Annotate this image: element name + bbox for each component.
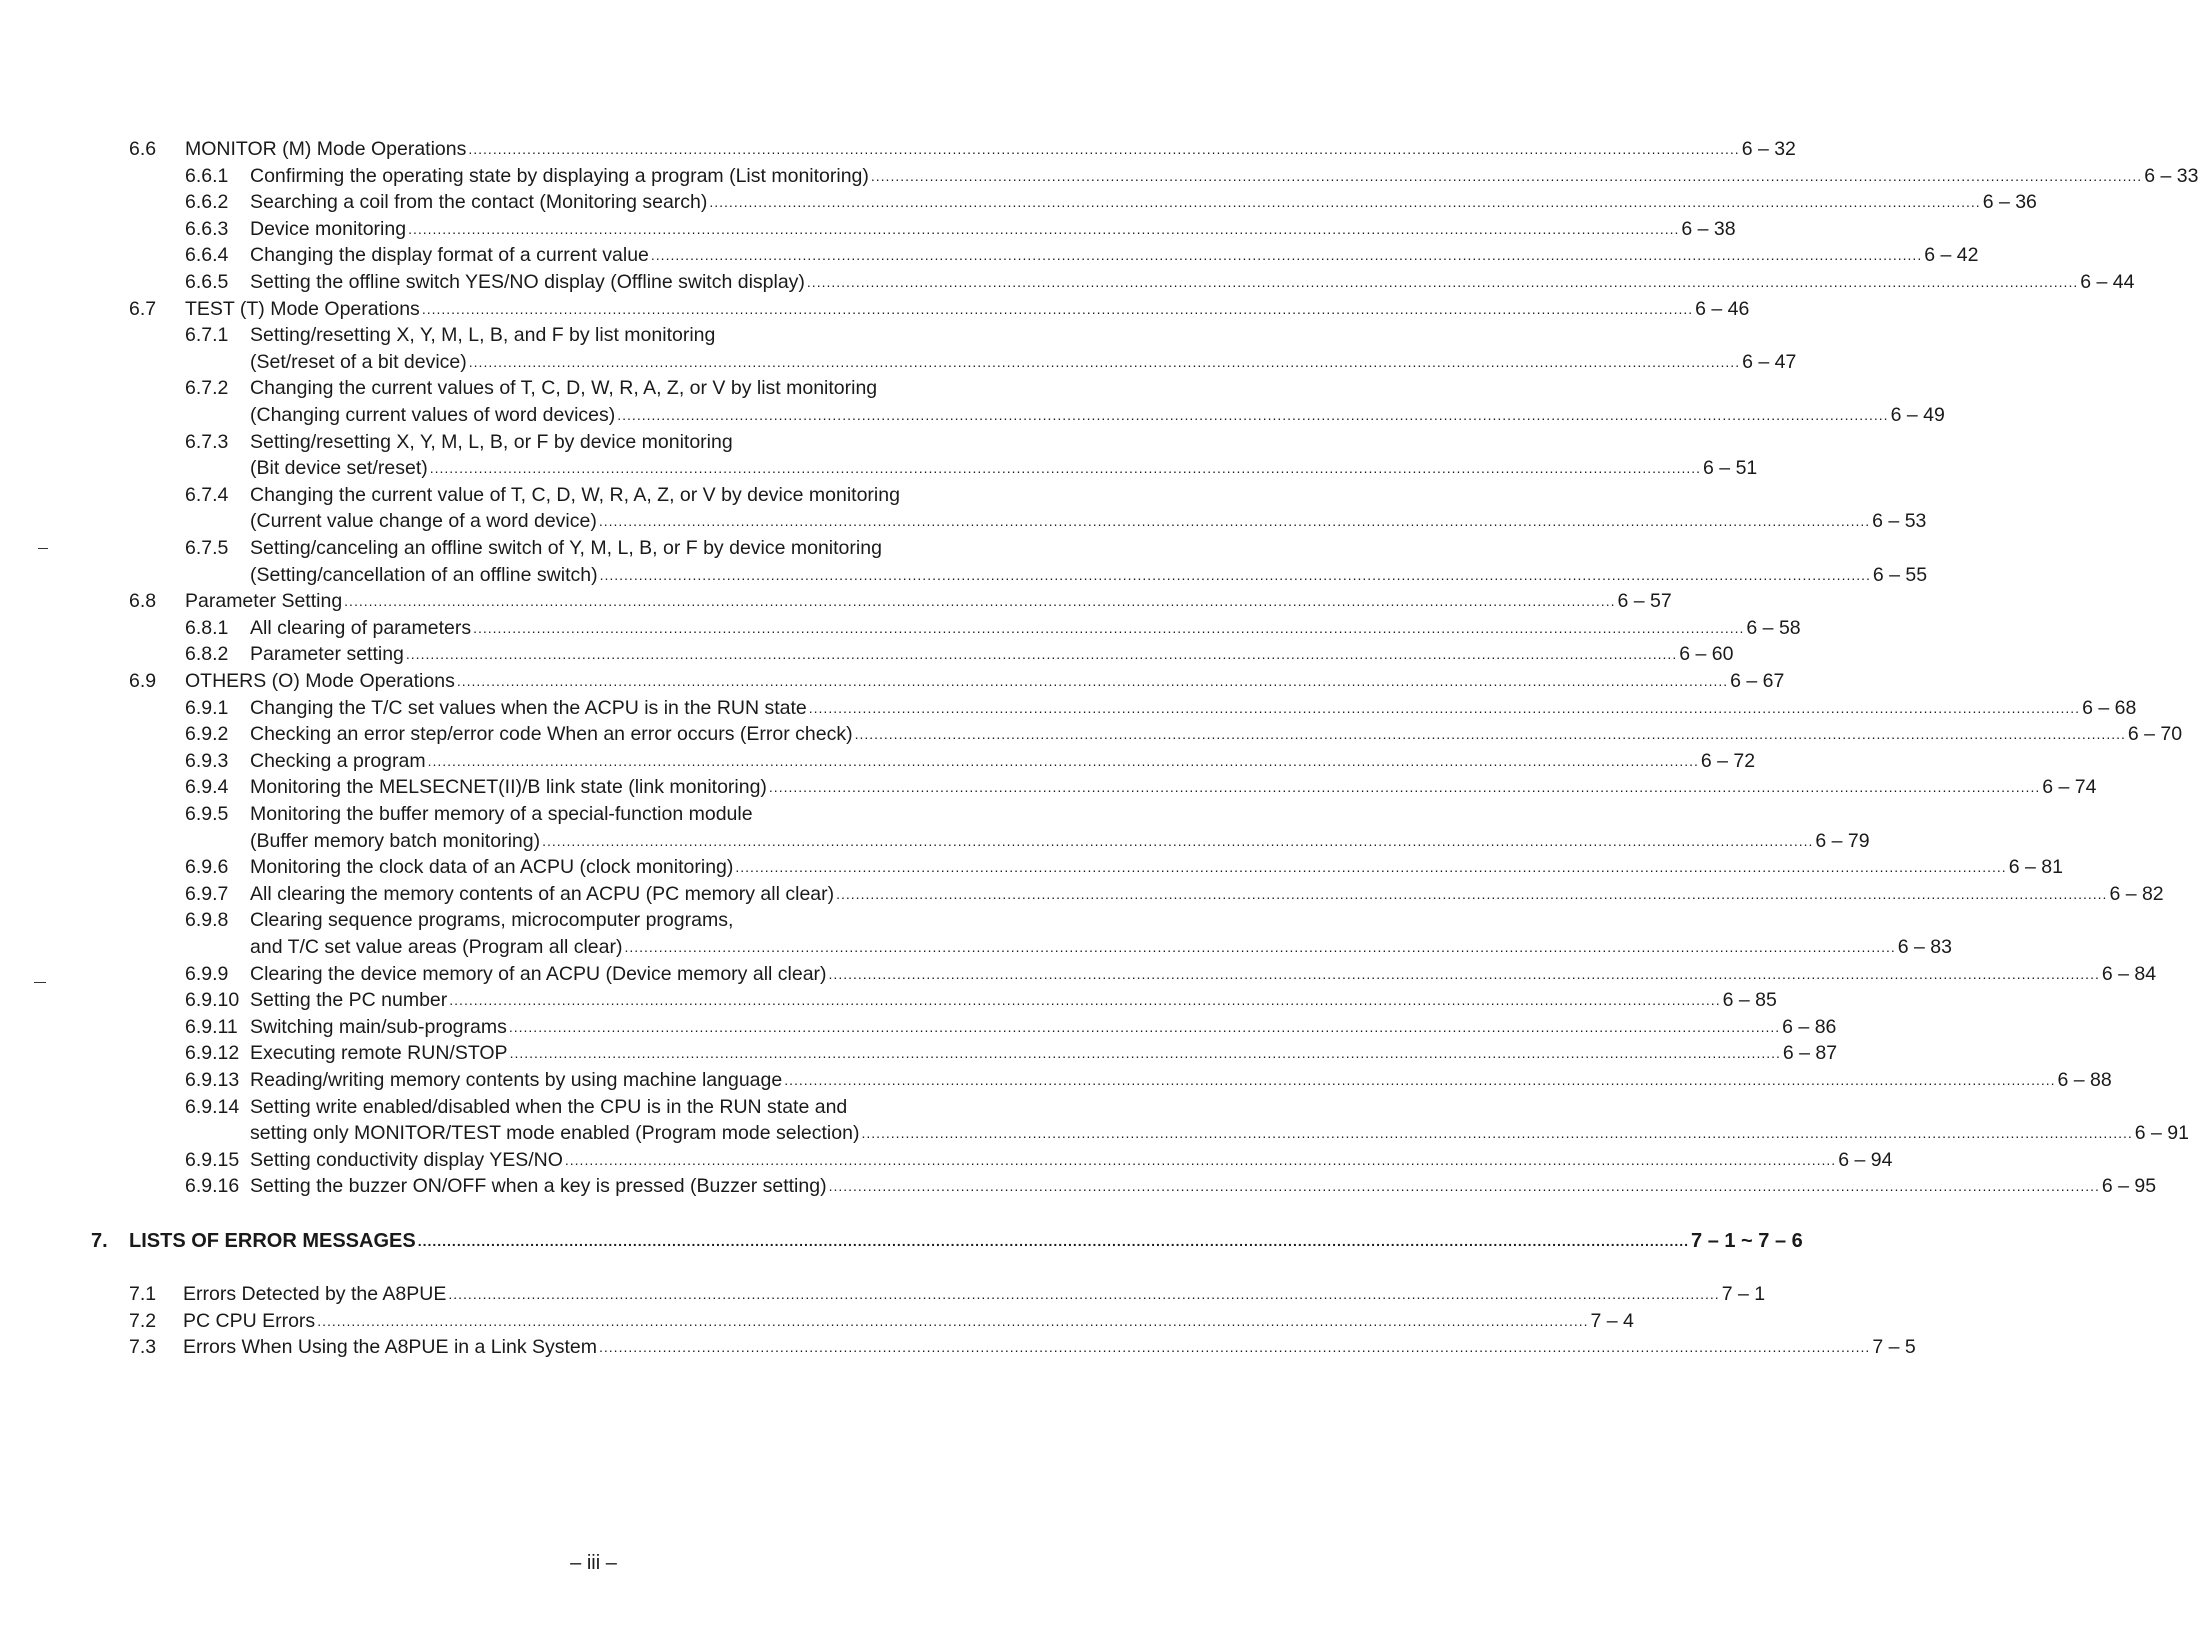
dot-leader: .................................................................................................................................................................................................................................................................... bbox=[808, 699, 2081, 716]
toc-entry-label: (Current value change of a word device) bbox=[250, 510, 597, 533]
toc-entry-label: Setting the offline switch YES/NO display (Offline switch display) bbox=[250, 271, 805, 293]
toc-entry-label: Monitoring the buffer memory of a special-function module bbox=[250, 803, 753, 825]
toc-entry-title bbox=[250, 1119, 2189, 1147]
toc-entry-title bbox=[250, 454, 1758, 482]
dot-leader: .................................................................................................................................................................................................................................................................... bbox=[405, 646, 1678, 663]
toc-entry-number: 6.8.1 bbox=[185, 616, 229, 639]
toc-entry bbox=[0, 215, 1736, 243]
toc-entry-title bbox=[250, 348, 1797, 376]
toc-entry-page: 6 – 72 bbox=[1700, 749, 1756, 772]
toc-entry bbox=[0, 694, 2137, 722]
scan-speck bbox=[34, 982, 46, 983]
toc-entry-number: 6.7.3 bbox=[185, 430, 229, 453]
toc-entry-page: 6 – 44 bbox=[2080, 271, 2135, 293]
toc-entry-number: 6.9.4 bbox=[185, 776, 229, 799]
toc-entry bbox=[0, 1119, 2189, 1147]
toc-entry-page: 6 – 68 bbox=[2082, 696, 2137, 719]
toc-entry-title bbox=[185, 667, 1785, 695]
toc-entry-number: 6.6.1 bbox=[185, 164, 229, 187]
chapter-page: 7 – 1 ~ 7 – 6 bbox=[1691, 1230, 1803, 1252]
toc-entry-title bbox=[250, 880, 2164, 908]
toc-entry-page: 6 – 42 bbox=[1924, 244, 1979, 267]
toc-entry bbox=[0, 1146, 1893, 1174]
toc-entry-number: 6.9.10 bbox=[185, 989, 240, 1012]
toc-entry bbox=[0, 986, 1777, 1014]
toc-entry bbox=[0, 667, 1785, 695]
toc-entry-label: Changing the current values of T, C, D, W, R, A, Z, or V by list monitoring bbox=[250, 377, 878, 400]
toc-entry-title bbox=[185, 295, 1750, 323]
toc-entry-number: 6.7.1 bbox=[185, 324, 229, 347]
toc-entry bbox=[0, 1013, 1837, 1041]
toc-entry-number: 7.2 bbox=[129, 1309, 157, 1332]
toc-entry-label: Errors Detected by the A8PUE bbox=[183, 1283, 447, 1305]
toc-entry-number: 6.6.3 bbox=[185, 217, 229, 240]
toc-entry-title bbox=[250, 321, 1016, 349]
dot-leader: .................................................................................................................................................................................................................................................................... bbox=[709, 194, 1981, 211]
toc-entry bbox=[0, 827, 1870, 855]
toc-entry-label: MONITOR (M) Mode Operations bbox=[185, 138, 467, 160]
toc-entry-label: Checking a program bbox=[250, 749, 426, 772]
toc-entry-label: setting only MONITOR/TEST mode enabled (Program mode selection) bbox=[250, 1122, 860, 1145]
toc-entry-label: Monitoring the MELSECNET(II)/B link state (link monitoring) bbox=[250, 776, 767, 799]
dot-leader: .................................................................................................................................................................................................................................................................... bbox=[417, 1233, 1690, 1249]
dot-leader: .................................................................................................................................................................................................................................................................... bbox=[542, 832, 1814, 849]
dot-leader: .................................................................................................................................................................................................................................................................... bbox=[508, 1018, 1781, 1035]
toc-entry-title bbox=[250, 428, 1016, 456]
toc-entry-label: Setting conductivity display YES/NO bbox=[250, 1148, 563, 1171]
dot-leader: .................................................................................................................................................................................................................................................................... bbox=[768, 779, 2041, 796]
toc-entry-number: 7.1 bbox=[129, 1283, 157, 1305]
toc-entry-number: 6.8 bbox=[129, 590, 157, 613]
toc-entry-label: Reading/writing memory contents by using machine language bbox=[250, 1069, 783, 1091]
dot-leader: .................................................................................................................................................................................................................................................................... bbox=[784, 1072, 2056, 1088]
toc-entry-label: Clearing sequence programs, microcomputer programs, bbox=[250, 909, 734, 932]
toc-entry-label: and T/C set value areas (Program all clear) bbox=[250, 936, 623, 958]
dot-leader: .................................................................................................................................................................................................................................................................... bbox=[468, 141, 1740, 157]
toc-entry-title bbox=[250, 1146, 1893, 1174]
toc-entry-label: (Buffer memory batch monitoring) bbox=[250, 829, 541, 852]
toc-entry-title bbox=[185, 587, 1672, 615]
toc-entry-page: 6 – 91 bbox=[2134, 1122, 2189, 1145]
toc-entry-title bbox=[250, 773, 2097, 801]
dot-leader: .................................................................................................................................................................................................................................................................... bbox=[854, 726, 2126, 743]
dot-leader: .................................................................................................................................................................................................................................................................... bbox=[448, 1286, 1720, 1302]
toc-entry-number: 6.9.16 bbox=[185, 1175, 240, 1198]
toc-entry bbox=[0, 454, 1758, 482]
toc-entry-number: 7.3 bbox=[129, 1336, 157, 1359]
toc-entry-page: 6 – 58 bbox=[1746, 616, 1801, 639]
toc-entry-number: 6.9.5 bbox=[185, 803, 229, 825]
toc-entry-title bbox=[250, 906, 1016, 934]
toc-entry-label: Changing the T/C set values when the ACPU is in the RUN state bbox=[250, 696, 807, 719]
toc-entry-label: Monitoring the clock data of an ACPU (clock monitoring) bbox=[250, 856, 734, 879]
toc-entry-label: Switching main/sub-programs bbox=[250, 1015, 507, 1038]
dot-leader: .................................................................................................................................................................................................................................................................... bbox=[828, 965, 2100, 982]
toc-entry-page: 6 – 60 bbox=[1679, 643, 1734, 666]
toc-entry-title bbox=[250, 162, 2198, 190]
toc-entry-title bbox=[250, 215, 1736, 243]
dot-leader: .................................................................................................................................................................................................................................................................... bbox=[828, 1178, 2100, 1195]
toc-entry bbox=[0, 295, 1750, 323]
toc-entry-title bbox=[250, 1172, 2157, 1200]
toc-entry bbox=[0, 507, 1927, 535]
toc-entry bbox=[0, 587, 1672, 615]
scan-speck bbox=[38, 548, 48, 549]
toc-entry-page: 6 – 33 bbox=[2144, 164, 2198, 187]
toc-entry-number: 6.9.11 bbox=[185, 1015, 238, 1038]
chapter-title bbox=[129, 1227, 1803, 1255]
toc-entry-label: All clearing the memory contents of an ACPU (PC memory all clear) bbox=[250, 882, 835, 905]
toc-entry-number: 6.7 bbox=[129, 297, 157, 320]
toc-entry bbox=[0, 614, 1801, 642]
dot-leader: .................................................................................................................................................................................................................................................................... bbox=[599, 566, 1871, 583]
toc-entry-label: Parameter Setting bbox=[185, 590, 343, 613]
toc-entry-label: Setting write enabled/disabled when the CPU is in the RUN state and bbox=[250, 1095, 848, 1118]
toc-entry-label: (Bit device set/reset) bbox=[250, 457, 428, 480]
dot-leader: .................................................................................................................................................................................................................................................................... bbox=[861, 1125, 2133, 1142]
chapter-heading bbox=[0, 1227, 1803, 1255]
toc-entry-label: Changing the current value of T, C, D, W, R, A, Z, or V by device monitoring bbox=[250, 483, 900, 506]
toc-entry-number: 6.9.8 bbox=[185, 909, 229, 932]
toc-entry bbox=[0, 268, 2135, 296]
toc-entry-number: 6.9.15 bbox=[185, 1148, 240, 1171]
toc-entry-number: 6.9.12 bbox=[185, 1042, 240, 1065]
toc-entry-page: 6 – 81 bbox=[2008, 856, 2063, 879]
toc-entry-title bbox=[250, 720, 2183, 748]
toc-entry-number: 6.7.2 bbox=[185, 377, 229, 400]
toc-entry-number: 6.9.14 bbox=[185, 1095, 240, 1118]
toc-entry-title bbox=[250, 960, 2157, 988]
toc-entry bbox=[0, 135, 1796, 163]
toc-entry bbox=[0, 162, 2198, 190]
toc-entry bbox=[0, 321, 1016, 349]
toc-entry-page: 6 – 70 bbox=[2127, 723, 2183, 746]
toc-entry-page: 6 – 82 bbox=[2109, 882, 2164, 905]
toc-entry bbox=[0, 1093, 1016, 1121]
toc-entry-label: Setting/canceling an offline switch of Y, M, L, B, or F by device monitoring bbox=[250, 537, 882, 559]
toc-entry-title bbox=[250, 481, 1016, 509]
toc-entry-label: (Changing current values of word devices) bbox=[250, 404, 616, 426]
toc-entry-label: Executing remote RUN/STOP bbox=[250, 1042, 508, 1065]
toc-entry bbox=[0, 800, 1016, 828]
chapter-label: LISTS OF ERROR MESSAGES bbox=[129, 1230, 416, 1252]
toc-entry-number: 6.6.2 bbox=[185, 191, 229, 214]
toc-entry-title bbox=[250, 986, 1777, 1014]
toc-entry-number: 6.7.5 bbox=[185, 537, 229, 559]
toc-entry-label: Setting/resetting X, Y, M, L, B, and F by list monitoring bbox=[250, 324, 716, 347]
toc-entry-page: 6 – 79 bbox=[1815, 829, 1870, 852]
toc-entry-page: 7 – 4 bbox=[1590, 1309, 1634, 1332]
toc-entry bbox=[0, 428, 1016, 456]
toc-entry-title bbox=[250, 1039, 1838, 1067]
dot-leader: .................................................................................................................................................................................................................................................................... bbox=[468, 353, 1741, 370]
toc-entry-number: 6.6.5 bbox=[185, 271, 229, 293]
dot-leader: .................................................................................................................................................................................................................................................................... bbox=[650, 247, 1923, 264]
dot-leader: .................................................................................................................................................................................................................................................................... bbox=[599, 1339, 1871, 1356]
toc-entry-page: 6 – 51 bbox=[1703, 457, 1758, 480]
toc-entry-title bbox=[250, 933, 1952, 961]
toc-entry-label: Parameter setting bbox=[250, 643, 404, 666]
toc-entry-number: 6.9.13 bbox=[185, 1069, 240, 1091]
toc-entry-title bbox=[250, 747, 1756, 775]
toc-entry bbox=[0, 640, 1734, 668]
toc-entry-label: Setting/resetting X, Y, M, L, B, or F by device monitoring bbox=[250, 430, 733, 453]
toc-entry-title bbox=[250, 401, 1945, 429]
toc-entry bbox=[0, 1039, 1838, 1067]
dot-leader: .................................................................................................................................................................................................................................................................... bbox=[473, 619, 1745, 636]
toc-entry-title bbox=[183, 1307, 1634, 1335]
toc-entry-title bbox=[250, 188, 2037, 216]
toc-entry-label: (Setting/cancellation of an offline switch) bbox=[250, 563, 598, 586]
toc-entry-title bbox=[250, 800, 1016, 828]
toc-entry-title bbox=[250, 507, 1927, 535]
dot-leader: .................................................................................................................................................................................................................................................................... bbox=[509, 1045, 1781, 1062]
toc-entry bbox=[0, 853, 2063, 881]
toc-entry-page: 6 – 95 bbox=[2101, 1175, 2157, 1198]
toc-entry-label: Errors When Using the A8PUE in a Link System bbox=[183, 1336, 598, 1359]
toc-entry-page: 6 – 84 bbox=[2101, 962, 2157, 985]
dot-leader: .................................................................................................................................................................................................................................................................... bbox=[427, 752, 1699, 769]
dot-leader: .................................................................................................................................................................................................................................................................... bbox=[317, 1312, 1589, 1329]
toc-entry bbox=[0, 1280, 1766, 1308]
page-number: – iii – bbox=[570, 1552, 617, 1574]
dot-leader: .................................................................................................................................................................................................................................................................... bbox=[624, 939, 1896, 955]
toc-entry-title bbox=[183, 1280, 1766, 1308]
toc-entry-label: PC CPU Errors bbox=[183, 1309, 316, 1332]
toc-entry-number: 6.9.2 bbox=[185, 723, 229, 746]
toc-entry-title bbox=[250, 1066, 2112, 1094]
toc-entry-page: 6 – 36 bbox=[1982, 191, 2037, 214]
toc-entry-title bbox=[185, 135, 1796, 163]
toc-entry bbox=[0, 747, 1756, 775]
chapter-number: 7. bbox=[91, 1230, 108, 1252]
toc-entry-label: Device monitoring bbox=[250, 217, 407, 240]
toc-entry-number: 6.7.4 bbox=[185, 483, 229, 506]
toc-entry bbox=[0, 374, 1016, 402]
toc-entry bbox=[0, 348, 1797, 376]
toc-entry-page: 6 – 94 bbox=[1838, 1148, 1893, 1171]
toc-entry-page: 6 – 85 bbox=[1722, 989, 1777, 1012]
toc-entry-title bbox=[250, 374, 1016, 402]
toc-entry-label: Clearing the device memory of an ACPU (Device memory all clear) bbox=[250, 962, 827, 985]
toc-entry bbox=[0, 481, 1016, 509]
toc-entry-label: Setting the PC number bbox=[250, 989, 448, 1012]
toc-entry-page: 6 – 83 bbox=[1897, 936, 1952, 958]
toc-entry-title bbox=[250, 853, 2063, 881]
toc-entry-number: 6.9.9 bbox=[185, 962, 229, 985]
toc-entry bbox=[0, 1307, 1634, 1335]
toc-entry-title bbox=[250, 241, 1979, 269]
dot-leader: .................................................................................................................................................................................................................................................................... bbox=[456, 673, 1729, 689]
dot-leader: .................................................................................................................................................................................................................................................................... bbox=[344, 593, 1616, 610]
toc-entry bbox=[0, 241, 1979, 269]
dot-leader: .................................................................................................................................................................................................................................................................... bbox=[429, 460, 1702, 477]
toc-entry bbox=[0, 720, 2183, 748]
toc-entry bbox=[0, 188, 2037, 216]
toc-entry bbox=[0, 534, 1016, 562]
toc-entry-page: 6 – 57 bbox=[1617, 590, 1672, 613]
toc-entry-label: All clearing of parameters bbox=[250, 616, 472, 639]
toc-entry-page: 6 – 88 bbox=[2057, 1069, 2112, 1091]
toc-entry-label: TEST (T) Mode Operations bbox=[185, 297, 420, 320]
toc-entry-label: Confirming the operating state by displaying a program (List monitoring) bbox=[250, 164, 869, 187]
toc-entry-page: 6 – 86 bbox=[1782, 1015, 1837, 1038]
toc-entry-title bbox=[250, 614, 1801, 642]
toc-entry-number: 6.9.1 bbox=[185, 696, 229, 719]
dot-leader: .................................................................................................................................................................................................................................................................... bbox=[408, 220, 1680, 237]
toc-entry bbox=[0, 773, 2097, 801]
dot-leader: .................................................................................................................................................................................................................................................................... bbox=[449, 992, 1721, 1009]
toc-entry-title bbox=[250, 1013, 1837, 1041]
toc-entry-label: Searching a coil from the contact (Monitoring search) bbox=[250, 191, 708, 214]
toc-entry-number: 6.6 bbox=[129, 138, 157, 160]
dot-leader: .................................................................................................................................................................................................................................................................... bbox=[564, 1151, 1837, 1168]
toc-entry-title bbox=[250, 640, 1734, 668]
toc-entry-number: 6.6.4 bbox=[185, 244, 229, 267]
toc-entry-page: 6 – 46 bbox=[1695, 297, 1750, 320]
toc-entry-label: OTHERS (O) Mode Operations bbox=[185, 670, 455, 692]
toc-entry bbox=[0, 401, 1945, 429]
toc-entry bbox=[0, 880, 2164, 908]
toc-entry-title bbox=[183, 1333, 1916, 1361]
dot-leader: .................................................................................................................................................................................................................................................................... bbox=[836, 885, 2108, 902]
toc-entry-title bbox=[250, 534, 1016, 562]
toc-entry-number: 6.9.6 bbox=[185, 856, 229, 879]
toc-entry-label: Setting the buzzer ON/OFF when a key is pressed (Buzzer setting) bbox=[250, 1175, 827, 1198]
dot-leader: .................................................................................................................................................................................................................................................................... bbox=[870, 167, 2143, 184]
dot-leader: .................................................................................................................................................................................................................................................................... bbox=[617, 407, 1889, 423]
toc-entry-page: 6 – 49 bbox=[1890, 404, 1945, 426]
toc-entry-page: 6 – 55 bbox=[1872, 563, 1928, 586]
toc-entry-page: 6 – 32 bbox=[1741, 138, 1796, 160]
toc-entry bbox=[0, 933, 1952, 961]
dot-leader: .................................................................................................................................................................................................................................................................... bbox=[598, 513, 1871, 530]
toc-entry-page: 7 – 5 bbox=[1872, 1336, 1916, 1359]
dot-leader: .................................................................................................................................................................................................................................................................... bbox=[806, 274, 2079, 290]
toc-entry-page: 6 – 67 bbox=[1730, 670, 1785, 692]
toc-entry-page: 6 – 74 bbox=[2042, 776, 2097, 799]
toc-entry-title bbox=[250, 268, 2135, 296]
dot-leader: .................................................................................................................................................................................................................................................................... bbox=[421, 300, 1694, 317]
toc-entry bbox=[0, 906, 1016, 934]
toc-entry bbox=[0, 960, 2157, 988]
toc-entry bbox=[0, 1066, 2112, 1094]
toc-entry-page: 7 – 1 bbox=[1721, 1283, 1766, 1305]
dot-leader: .................................................................................................................................................................................................................................................................... bbox=[735, 859, 2007, 876]
toc-entry-label: (Set/reset of a bit device) bbox=[250, 350, 467, 373]
toc-entry-title bbox=[250, 561, 1928, 589]
toc-entry-label: Checking an error step/error code When an error occurs (Error check) bbox=[250, 723, 853, 746]
toc-entry-number: 6.9.3 bbox=[185, 749, 229, 772]
toc-entry-page: 6 – 47 bbox=[1742, 350, 1797, 373]
toc-entry bbox=[0, 561, 1928, 589]
toc-entry-label: Changing the display format of a current value bbox=[250, 244, 649, 267]
toc-entry-number: 6.9 bbox=[129, 670, 157, 692]
toc-entry-title bbox=[250, 827, 1870, 855]
toc-entry bbox=[0, 1333, 1916, 1361]
toc-entry-title bbox=[250, 1093, 1016, 1121]
toc-entry-page: 6 – 53 bbox=[1872, 510, 1927, 533]
toc-entry-page: 6 – 87 bbox=[1782, 1042, 1838, 1065]
toc-entry-page: 6 – 38 bbox=[1681, 217, 1736, 240]
toc-entry-number: 6.8.2 bbox=[185, 643, 229, 666]
toc-entry-title bbox=[250, 694, 2137, 722]
toc-entry bbox=[0, 1172, 2157, 1200]
toc-entry-number: 6.9.7 bbox=[185, 882, 229, 905]
